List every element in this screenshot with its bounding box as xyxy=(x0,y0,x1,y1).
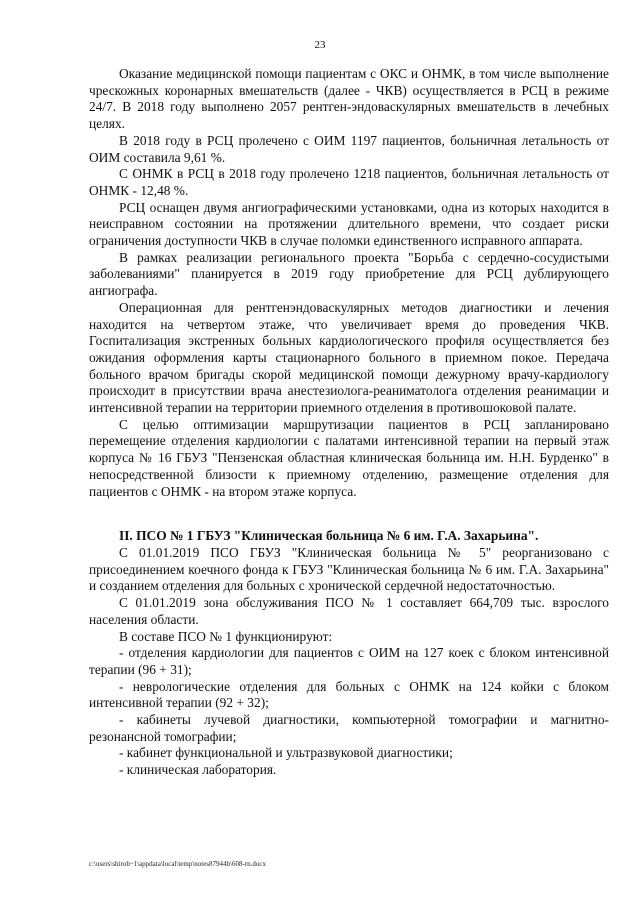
paragraph: Операционная для рентгенэндоваскулярных методов диагностики и лечения находится на четвертом этаже, что увеличивает время до проведения ЧКВ. Госпитализация экстренных больных кардиологического профиля осуществляется без ожидания оформления карты стационарного больного в приемном покое. Передача больного врачом бригады скорой медицинской помощи дежурному врачу-кардиологу происходит в присутствии врача анестезиолога-реаниматолога отделения реанимации и интенсивной терапии на территории приемного отделения в противошоковой палате. xyxy=(89,299,609,416)
paragraph: В составе ПСО № 1 функционируют: xyxy=(119,628,333,644)
paragraph: В 2018 году в РСЦ пролечено с ОИМ 1197 пациентов, больничная летальность от ОИМ составила 9,61 %. xyxy=(89,132,609,165)
footer-file-path: c:\users\shiroh~1\appdata\local\temp\notes87944b\608-rn.docx xyxy=(89,860,266,868)
list-item: - кабинет функциональной и ультразвуковой диагностики; xyxy=(119,745,453,761)
paragraph: С 01.01.2019 ПСО ГБУЗ "Клиническая больница № 5" реорганизовано с присоединением коечного фонда к ГБУЗ "Клиническая больница № 6 им. Г.А. Захарьина" и созданием отделения для больных с хронической сердечной недостаточностью. xyxy=(89,544,609,594)
paragraph: Оказание медицинской помощи пациентам с ОКС и ОНМК, в том числе выполнение чрескожных коронарных вмешательств (далее - ЧКВ) осуществляется в РСЦ в режиме 24/7. В 2018 году выполнено 2057 рентген-эндоваскулярных вмешательств в лечебных целях. xyxy=(89,66,609,132)
list-item: - неврологические отделения для больных с ОНМК на 124 койки с блоком интенсивной терапии (92 + 32); xyxy=(89,678,609,711)
document-body xyxy=(89,66,609,779)
paragraph: С целью оптимизации маршрутизации пациентов в РСЦ запланировано перемещение отделения кардиологии с палатами интенсивной терапии на первый этаж корпуса № 16 ГБУЗ "Пензенская областная клиническая больница им. Н.Н. Бурденко" в непосредственной близости к приемному отделению, размещение отделения для пациентов с ОНМК - на втором этаже корпуса. xyxy=(89,416,609,499)
list-item: - отделения кардиологии для пациентов с ОИМ на 127 коек с блоком интенсивной терапии (96 + 31); xyxy=(89,645,609,677)
list-item: - кабинеты лучевой диагностики, компьютерной томографии и магнитно-резонансной томографии; xyxy=(89,712,609,744)
page-number: 23 xyxy=(314,39,326,51)
paragraph: РСЦ оснащен двумя ангиографическими установками, одна из которых находится в неисправном состоянии на протяжении длительного времени, что создает риски ограничения доступности ЧКВ в случае поломки единственного исправного аппарата. xyxy=(89,199,609,249)
paragraph: С ОНМК в РСЦ в 2018 году пролечено 1218 пациентов, больничная летальность от ОНМК - 12,48 %. xyxy=(89,166,609,198)
list-item: - клиническая лаборатория. xyxy=(119,762,277,778)
paragraph: С 01.01.2019 зона обслуживания ПСО № 1 составляет 664,709 тыс. взрослого населения области. xyxy=(89,595,609,627)
section-heading: II. ПСО № 1 ГБУЗ "Клиническая больница № 6 им. Г.А. Захарьина". xyxy=(119,528,539,544)
paragraph: В рамках реализации регионального проекта "Борьба с сердечно-сосудистыми заболеваниями" планируется в 2019 году приобретение для РСЦ дублирующего ангиографа. xyxy=(89,249,609,299)
